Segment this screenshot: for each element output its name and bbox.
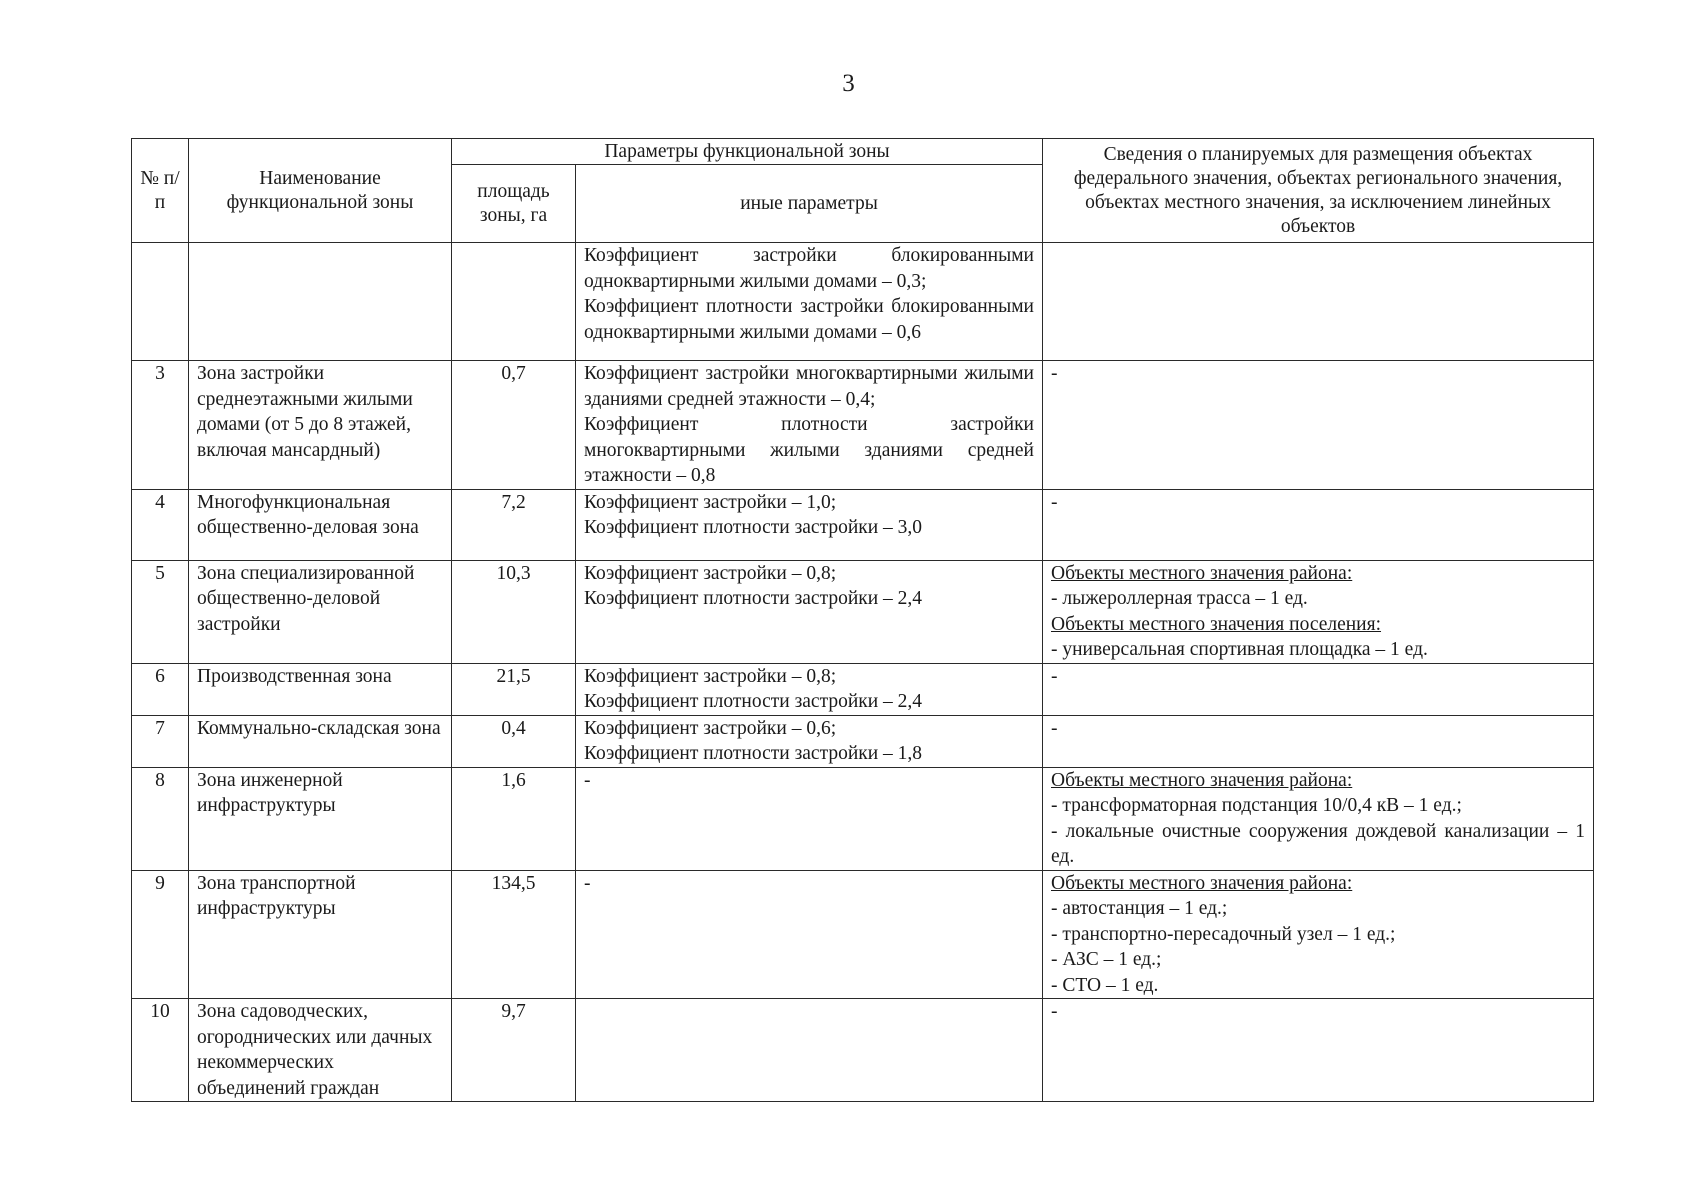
zone-parameters bbox=[576, 715, 1043, 767]
zone-parameters bbox=[576, 870, 1043, 999]
planned-objects bbox=[1043, 560, 1594, 663]
parameter-line: - bbox=[584, 872, 591, 894]
zone-parameters bbox=[576, 767, 1043, 870]
zone-area: 0,4 bbox=[452, 715, 576, 767]
zone-name bbox=[189, 243, 452, 361]
parameter-line: Коэффициент плотности застройки – 3,0 bbox=[584, 517, 923, 538]
zone-number: 6 bbox=[132, 663, 189, 715]
table-row bbox=[132, 361, 1594, 490]
parameter-line: Коэффициент застройки – 0,8; bbox=[584, 665, 837, 687]
object-item: - СТО – 1 ед. bbox=[1051, 974, 1159, 996]
object-item: - bbox=[1051, 491, 1058, 513]
zone-name: Многофункциональная общественно-деловая зона bbox=[189, 489, 452, 560]
parameter-line: Коэффициент плотности застройки – 2,4 bbox=[584, 588, 923, 609]
parameter-line: Коэффициент застройки многоквартирными жилыми зданиями средней этажности – 0,4; bbox=[584, 363, 1034, 410]
object-item: - АЗС – 1 ед.; bbox=[1051, 949, 1162, 970]
zone-name: Производственная зона bbox=[189, 663, 452, 715]
zone-name: Зона транспортной инфраструктуры bbox=[189, 870, 452, 999]
planned-objects bbox=[1043, 870, 1594, 999]
objects-category-heading: Объекты местного значения района: bbox=[1051, 872, 1353, 894]
object-item: - локальные очистные сооружения дождевой канализации – 1 ед. bbox=[1051, 820, 1585, 867]
zone-number: 7 bbox=[132, 715, 189, 767]
zone-number: 9 bbox=[132, 870, 189, 999]
zone-parameters bbox=[576, 361, 1043, 490]
header-num: № п/п bbox=[132, 139, 189, 243]
planned-objects bbox=[1043, 489, 1594, 560]
zone-area: 7,2 bbox=[452, 489, 576, 560]
object-item: - bbox=[1051, 1001, 1058, 1022]
zone-area: 21,5 bbox=[452, 663, 576, 715]
zone-number: 5 bbox=[132, 560, 189, 663]
object-item: - bbox=[1051, 717, 1058, 739]
header-other-params: иные параметры bbox=[576, 165, 1043, 243]
parameter-line: Коэффициент застройки – 0,6; bbox=[584, 717, 837, 739]
table-header bbox=[132, 139, 1594, 243]
zone-number: 3 bbox=[132, 361, 189, 490]
objects-category-heading: Объекты местного значения поселения: bbox=[1051, 613, 1382, 635]
parameter-line: Коэффициент плотности застройки – 1,8 bbox=[584, 743, 923, 764]
table-row bbox=[132, 663, 1594, 715]
zone-name: Зона инженерной инфраструктуры bbox=[189, 767, 452, 870]
object-item: - bbox=[1051, 665, 1058, 687]
object-item: - транспортно-пересадочный узел – 1 ед.; bbox=[1051, 923, 1396, 945]
zone-parameters bbox=[576, 560, 1043, 663]
zone-parameters bbox=[576, 243, 1043, 361]
table-row bbox=[132, 560, 1594, 663]
planned-objects bbox=[1043, 999, 1594, 1102]
parameter-line: Коэффициент плотности застройки многоквартирными жилыми зданиями средней этажности – 0,8 bbox=[584, 414, 1034, 486]
planned-objects bbox=[1043, 767, 1594, 870]
zone-number: 10 bbox=[132, 999, 189, 1102]
header-params-group: Параметры функциональной зоны bbox=[452, 139, 1043, 165]
zone-parameters bbox=[576, 663, 1043, 715]
zone-parameters bbox=[576, 489, 1043, 560]
zone-number: 4 bbox=[132, 489, 189, 560]
table-row bbox=[132, 767, 1594, 870]
table-row bbox=[132, 870, 1594, 999]
zone-name: Коммунально-складская зона bbox=[189, 715, 452, 767]
table-row bbox=[132, 489, 1594, 560]
header-planned-objects: Сведения о планируемых для размещения объектах федерального значения, объектах регионального значения, объектах местного значения, за исключением линейных объектов bbox=[1043, 139, 1594, 243]
zone-name: Зона застройки среднеэтажными жилыми домами (от 5 до 8 этажей, включая мансардный) bbox=[189, 361, 452, 490]
parameter-line: Коэффициент плотности застройки блокированными одноквартирными жилыми домами – 0,6 bbox=[584, 296, 1034, 343]
object-item: - универсальная спортивная площадка – 1 ед. bbox=[1051, 639, 1428, 660]
zone-area: 1,6 bbox=[452, 767, 576, 870]
header-area: площадь зоны, га bbox=[452, 165, 576, 243]
zone-area: 10,3 bbox=[452, 560, 576, 663]
table-body bbox=[132, 243, 1594, 1102]
zone-number bbox=[132, 243, 189, 361]
table-row bbox=[132, 715, 1594, 767]
object-item: - bbox=[1051, 363, 1058, 384]
page-number: 3 bbox=[842, 70, 855, 97]
parameter-line: Коэффициент застройки – 0,8; bbox=[584, 562, 837, 584]
zone-area bbox=[452, 243, 576, 361]
header-zone-name: Наименование функциональной зоны bbox=[189, 139, 452, 243]
zone-name: Зона садоводческих, огороднических или дачных некоммерческих объединений граждан bbox=[189, 999, 452, 1102]
objects-category-heading: Объекты местного значения района: bbox=[1051, 562, 1353, 584]
planned-objects bbox=[1043, 361, 1594, 490]
parameter-line: Коэффициент застройки блокированными одноквартирными жилыми домами – 0,3; bbox=[584, 245, 1034, 292]
zone-area: 9,7 bbox=[452, 999, 576, 1102]
planned-objects bbox=[1043, 715, 1594, 767]
zone-parameters bbox=[576, 999, 1043, 1102]
table-row bbox=[132, 999, 1594, 1102]
zone-number: 8 bbox=[132, 767, 189, 870]
functional-zones-table bbox=[131, 138, 1594, 1102]
zone-name: Зона специализированной общественно-деловой застройки bbox=[189, 560, 452, 663]
object-item: - лыжероллерная трасса – 1 ед. bbox=[1051, 588, 1308, 609]
planned-objects bbox=[1043, 243, 1594, 361]
table-row bbox=[132, 243, 1594, 361]
zone-area: 0,7 bbox=[452, 361, 576, 490]
objects-category-heading: Объекты местного значения района: bbox=[1051, 769, 1353, 791]
parameter-line: Коэффициент застройки – 1,0; bbox=[584, 491, 837, 513]
object-item: - автостанция – 1 ед.; bbox=[1051, 898, 1228, 919]
zone-area: 134,5 bbox=[452, 870, 576, 999]
object-item: - трансформаторная подстанция 10/0,4 кВ – 1 ед.; bbox=[1051, 795, 1462, 816]
planned-objects bbox=[1043, 663, 1594, 715]
parameter-line: Коэффициент плотности застройки – 2,4 bbox=[584, 691, 923, 712]
parameter-line: - bbox=[584, 769, 591, 791]
